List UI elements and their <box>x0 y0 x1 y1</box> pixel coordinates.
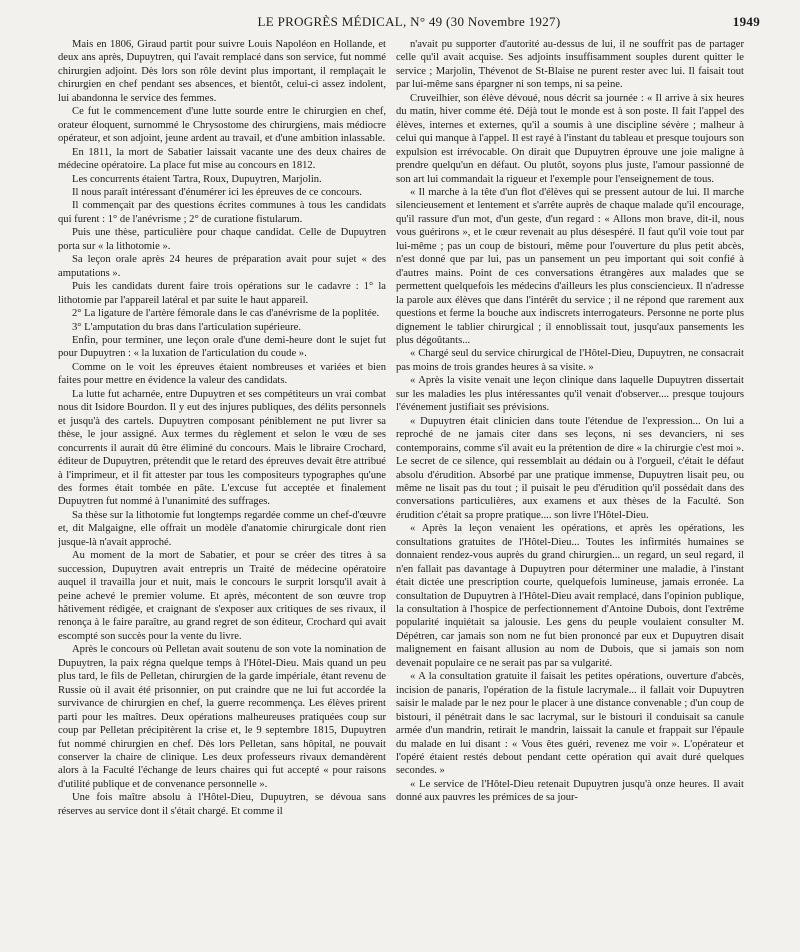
paragraph: Sa leçon orale après 24 heures de préparation avait pour sujet « des amputations ». <box>58 254 386 279</box>
paragraph: n'avait pu supporter d'autorité au-dessus de lui, il ne souffrit pas de partager celle qu'il avait acquise. Ses adjoints insuffisamment souples durent quitter le service ; Marjolin, Thévenot de St-Blaise ne purent rester avec lui. Il faisait tout par lui-même sans épargner ni son temps, ni sa peine. <box>396 39 744 91</box>
left-column <box>58 38 386 946</box>
paragraph: « Après la leçon venaient les opérations, et après les opérations, les consultations gratuites de l'Hôtel-Dieu... Toutes les infirmités humaines se donnaient rendez-vous auprès du grand chirurgien... un regard, un seul regard, il n'en fallait pas davantage à Dupuytren pour déterminer une maladie, à l'instant était dictée une prescription courte, quelquefois lumineuse, jamais erronée. La consultation de Dupuytren à l'Hôtel-Dieu avait remplacé, dans l'opinion publique, la consultation à l'hospice de perfectionnement d'Antoine Dubois, dont l'extrême popularité inquiétait sa jalousie. Les gens du peuple voulaient consulter M. Dépétren, car jamais son nom ne fut bien prononcé par eux et Dupuytren disait malignement en faisant allusion au nom de Dubois, que si jamais son nom devenait populaire ce ne serait pas par sa vulgarité. <box>396 523 744 669</box>
paragraph: Cruveilhier, son élève dévoué, nous décrit sa journée : « Il arrive à six heures du matin, hiver comme été. Déjà tout le monde est à son poste. Il fait l'appel des élèves, internes et externes, qu'il a soumis à une discipline sévère ; malheur à celui qui manque à l'appel. Il est rayé à l'instant du tableau et presque toujours son expulsion est irrévocable. On dirait que Dupuytren éprouve une joie maligne à prendre quelqu'un en défaut. Ou plutôt, soyons plus juste, l'amour passionné de son art lui commandait la rigueur et l'exemple pour l'enseignement de tous. <box>396 92 744 185</box>
paragraph: « Chargé seul du service chirurgical de l'Hôtel-Dieu, Dupuytren, ne consacrait pas moins de trois grandes heures à sa visite. » <box>396 348 744 373</box>
right-column <box>396 38 744 946</box>
running-header <box>58 10 760 32</box>
paragraph: Enfin, pour terminer, une leçon orale d'une demi-heure dont le sujet fut pour Dupuytren : « la luxation de l'articulation du coude ». <box>58 334 386 360</box>
paragraph: Il nous paraît intéressant d'énumérer ici les épreuves de ce concours. <box>72 186 362 198</box>
paragraph: En 1811, la mort de Sabatier laissait vacante une des deux chaires de médecine opératoire. La place fut mise au concours en 1812. <box>58 146 386 172</box>
paragraph: Sa thèse sur la lithotomie fut longtemps regardée comme un chef-d'œuvre et, dit Malgaigne, elle offrait un modèle d'anatomie chirurgicale dont rien jusque-là n'avait approché. <box>58 509 386 548</box>
paragraph: Les concurrents étaient Tartra, Roux, Dupuytren, Marjolin. <box>72 173 322 185</box>
paragraph: Après le concours où Pelletan avait soutenu de son vote la nomination de Dupuytren, la paix régna quelque temps à l'Hôtel-Dieu. Mais quand un peu plus tard, le fils de Pelletan, chirurgien de la garde impériale, étant revenu de Russie où il avait été prisonnier, on put craindre que ne lui fut accordée la survivance de chirurgien en chef, la guerre recommença. Les élèves prirent parti pour les maîtres. Deux opérations malheureuses pratiquées coup sur coup par Pelletan précipitèrent la crise et, le 9 septembre 1815, Dupuytren fut nommé chirurgien en chef. Dès lors Pelletan, sans hôpital, ne pouvait conserver la chaire de clinique. Les deux professeurs rivaux demandèrent alors à la Faculté l'échange de leurs chaires qui fut accepté « pour raisons d'utilité publique et de convenance personnelle ». <box>58 644 386 790</box>
paragraph: « Après la visite venait une leçon clinique dans laquelle Dupuytren dissertait sur les maladies les plus intéressantes qu'il venait d'observer.... presque toujours l'événement justifiait ses prévisions. <box>396 375 744 414</box>
paragraph: Il commençait par des questions écrites communes à tous les candidats qui furent : 1° de l'anévrisme ; 2° de curatione fistularum. <box>58 200 386 225</box>
journal-title: LE PROGRÈS MÉDICAL, N° 49 (30 Novembre 1927) <box>257 14 561 29</box>
paragraph: Mais en 1806, Giraud partit pour suivre Louis Napoléon en Hollande, et deux ans après, Dupuytren, qui l'avait remplacé dans son service, fut nommé chirurgien adjoint. Dès lors son rôle devint plus important, il remplaçait le chirurgien en chef pendant ses absences, et bientôt, celui-ci assez indolent, lui abandonna le service des femmes. <box>58 39 386 104</box>
paragraph: « Le service de l'Hôtel-Dieu retenait Dupuytren jusqu'à onze heures. Il avait donné aux pauvres les prémices de sa jour- <box>396 778 744 804</box>
paragraph: Comme on le voit les épreuves étaient nombreuses et variées et bien faites pour mettre en évidence la valeur des candidats. <box>58 361 386 387</box>
paragraph: Ce fut le commencement d'une lutte sourde entre le chirurgien en chef, orateur éloquent, surnommé le Chrysostome des chirurgiens, mais médiocre opérateur, et son adjoint, jeune ardent au travail, et d'une ambition inlassable. <box>58 106 386 145</box>
paragraph: Puis les candidats durent faire trois opérations sur le cadavre : 1° la lithotomie par l'appareil latéral et par suite le haut appareil. <box>58 281 386 306</box>
paragraph: La lutte fut acharnée, entre Dupuytren et ses compétiteurs un vrai combat nous dit Isidore Bourdon. Il y eut des injures publiques, des délits personnels et jusqu'à des cartels. Dupuytren composant péniblement ne put livrer sa thèse, le jour assigné. Aux termes du règlement et selon le vœu de ses concurrents il aurait dû être éliminé du concours. Mais le libraire Crochard, éditeur de Dupuytren, prétendit que le retard des épreuves devait être attribué à l'imprimeur, et il fit attester par tous les compositeurs typographes qu'une des formes était tombée en pâte. L'excuse fut acceptée et finalement Dupuytren fut nommé à l'unanimité des suffrages. <box>58 388 386 508</box>
paragraph: 2° La ligature de l'artère fémorale dans le cas d'anévrisme de la poplitée. <box>72 308 380 320</box>
paragraph: Puis une thèse, particulière pour chaque candidat. Celle de Dupuytren porta sur « la lithotomie ». <box>58 227 386 252</box>
paragraph: Une fois maître absolu à l'Hôtel-Dieu, Dupuytren, se dévoua sans réserves au service dont il s'était chargé. Et comme il <box>58 792 386 817</box>
paragraph: « A la consultation gratuite il faisait les petites opérations, ouverture d'abcès, incision de panaris, l'opération de la fistule lacrymale... il fallait voir Dupuytren saisir le malade par le nez pour le placer à une distance convenable ; d'un coup de bistouri, il pénétrait dans le sac lacrymal, sur le bistouri il conduisait sa canule armée d'un mandrin, retirait le mandrin, laissait la canule et frappait sur l'épaule du malade en lui disant : « Vous êtes guéri, revenez me voir ». L'opérateur et l'opéré étaient restés debout pendant cette opération qui avait duré quelques secondes. » <box>396 671 744 777</box>
paragraph: Au moment de la mort de Sabatier, et pour se créer des titres à sa succession, Dupuytren avait entrepris un Traité de médecine opératoire auquel il travailla jour et nuit, mais le concours le surprit lorsqu'il avait à peine achevé le premier volume. Et après, mécontent de son œuvre trop hâtivement rédigée, et craignant de s'exposer aux critiques de ses rivaux, il renonça à le faire paraître, au grand regret de son éditeur, Crochard qui avait escompté son succès pour la vente du livre. <box>58 550 386 642</box>
paragraph: « Il marche à la tête d'un flot d'élèves qui se pressent autour de lui. Il marche silencieusement et lentement et s'arrête auprès de chaque malade qu'il encourage, qu'il rassure d'un mot, d'un geste, d'un regard : « Allons mon brave, dit-il, nous vous guérirons », et le cœur revenait au plus désespéré. Il faut qu'il voie tout par lui-même ; pas un coup de bistouri, même pour l'ouverture du plus petit abcès, n'est donné que par lui, pas un pansement un peu important qui soit confié à d'autres mains. Point de ces conversations étrangères aux malades que se permettent quelquefois les médecins d'ailleurs les plus consciencieux. Il n'adresse la parole aux élèves que dans l'intérêt du service ; il ne répond que rarement aux questions et ferme la bouche aux indiscrets interrogateurs. Personne ne porte plus dignement le tablier chirurgical ; il ennoblissait tout, jusqu'aux pansements les plus dégoûtants... <box>396 186 744 346</box>
page-number: 1949 <box>732 14 760 29</box>
paragraph: 3° L'amputation du bras dans l'articulation supérieure. <box>72 321 301 333</box>
paragraph: « Dupuytren était clinicien dans toute l'étendue de l'expression... On lui a reproché de ne jamais citer dans ses leçons, ni ses devanciers, ni ses contemporains, comme s'il avait eu la prétention de dire « la chirurgie c'est moi ». Le secret de ce silence, qui ressemblait au dédain ou à l'orgueil, c'était le défaut absolu d'érudition. Absorbé par une pratique immense, Dupuytren lisait peu, ou même ne lisait pas du tout ; il puisait le peu d'érudition qu'il possédait dans des conversations particulières, aux examens et aux thèses de la Faculté. Son érudition c'était sa propre pratique.... son livre l'Hôtel-Dieu. <box>396 415 744 521</box>
